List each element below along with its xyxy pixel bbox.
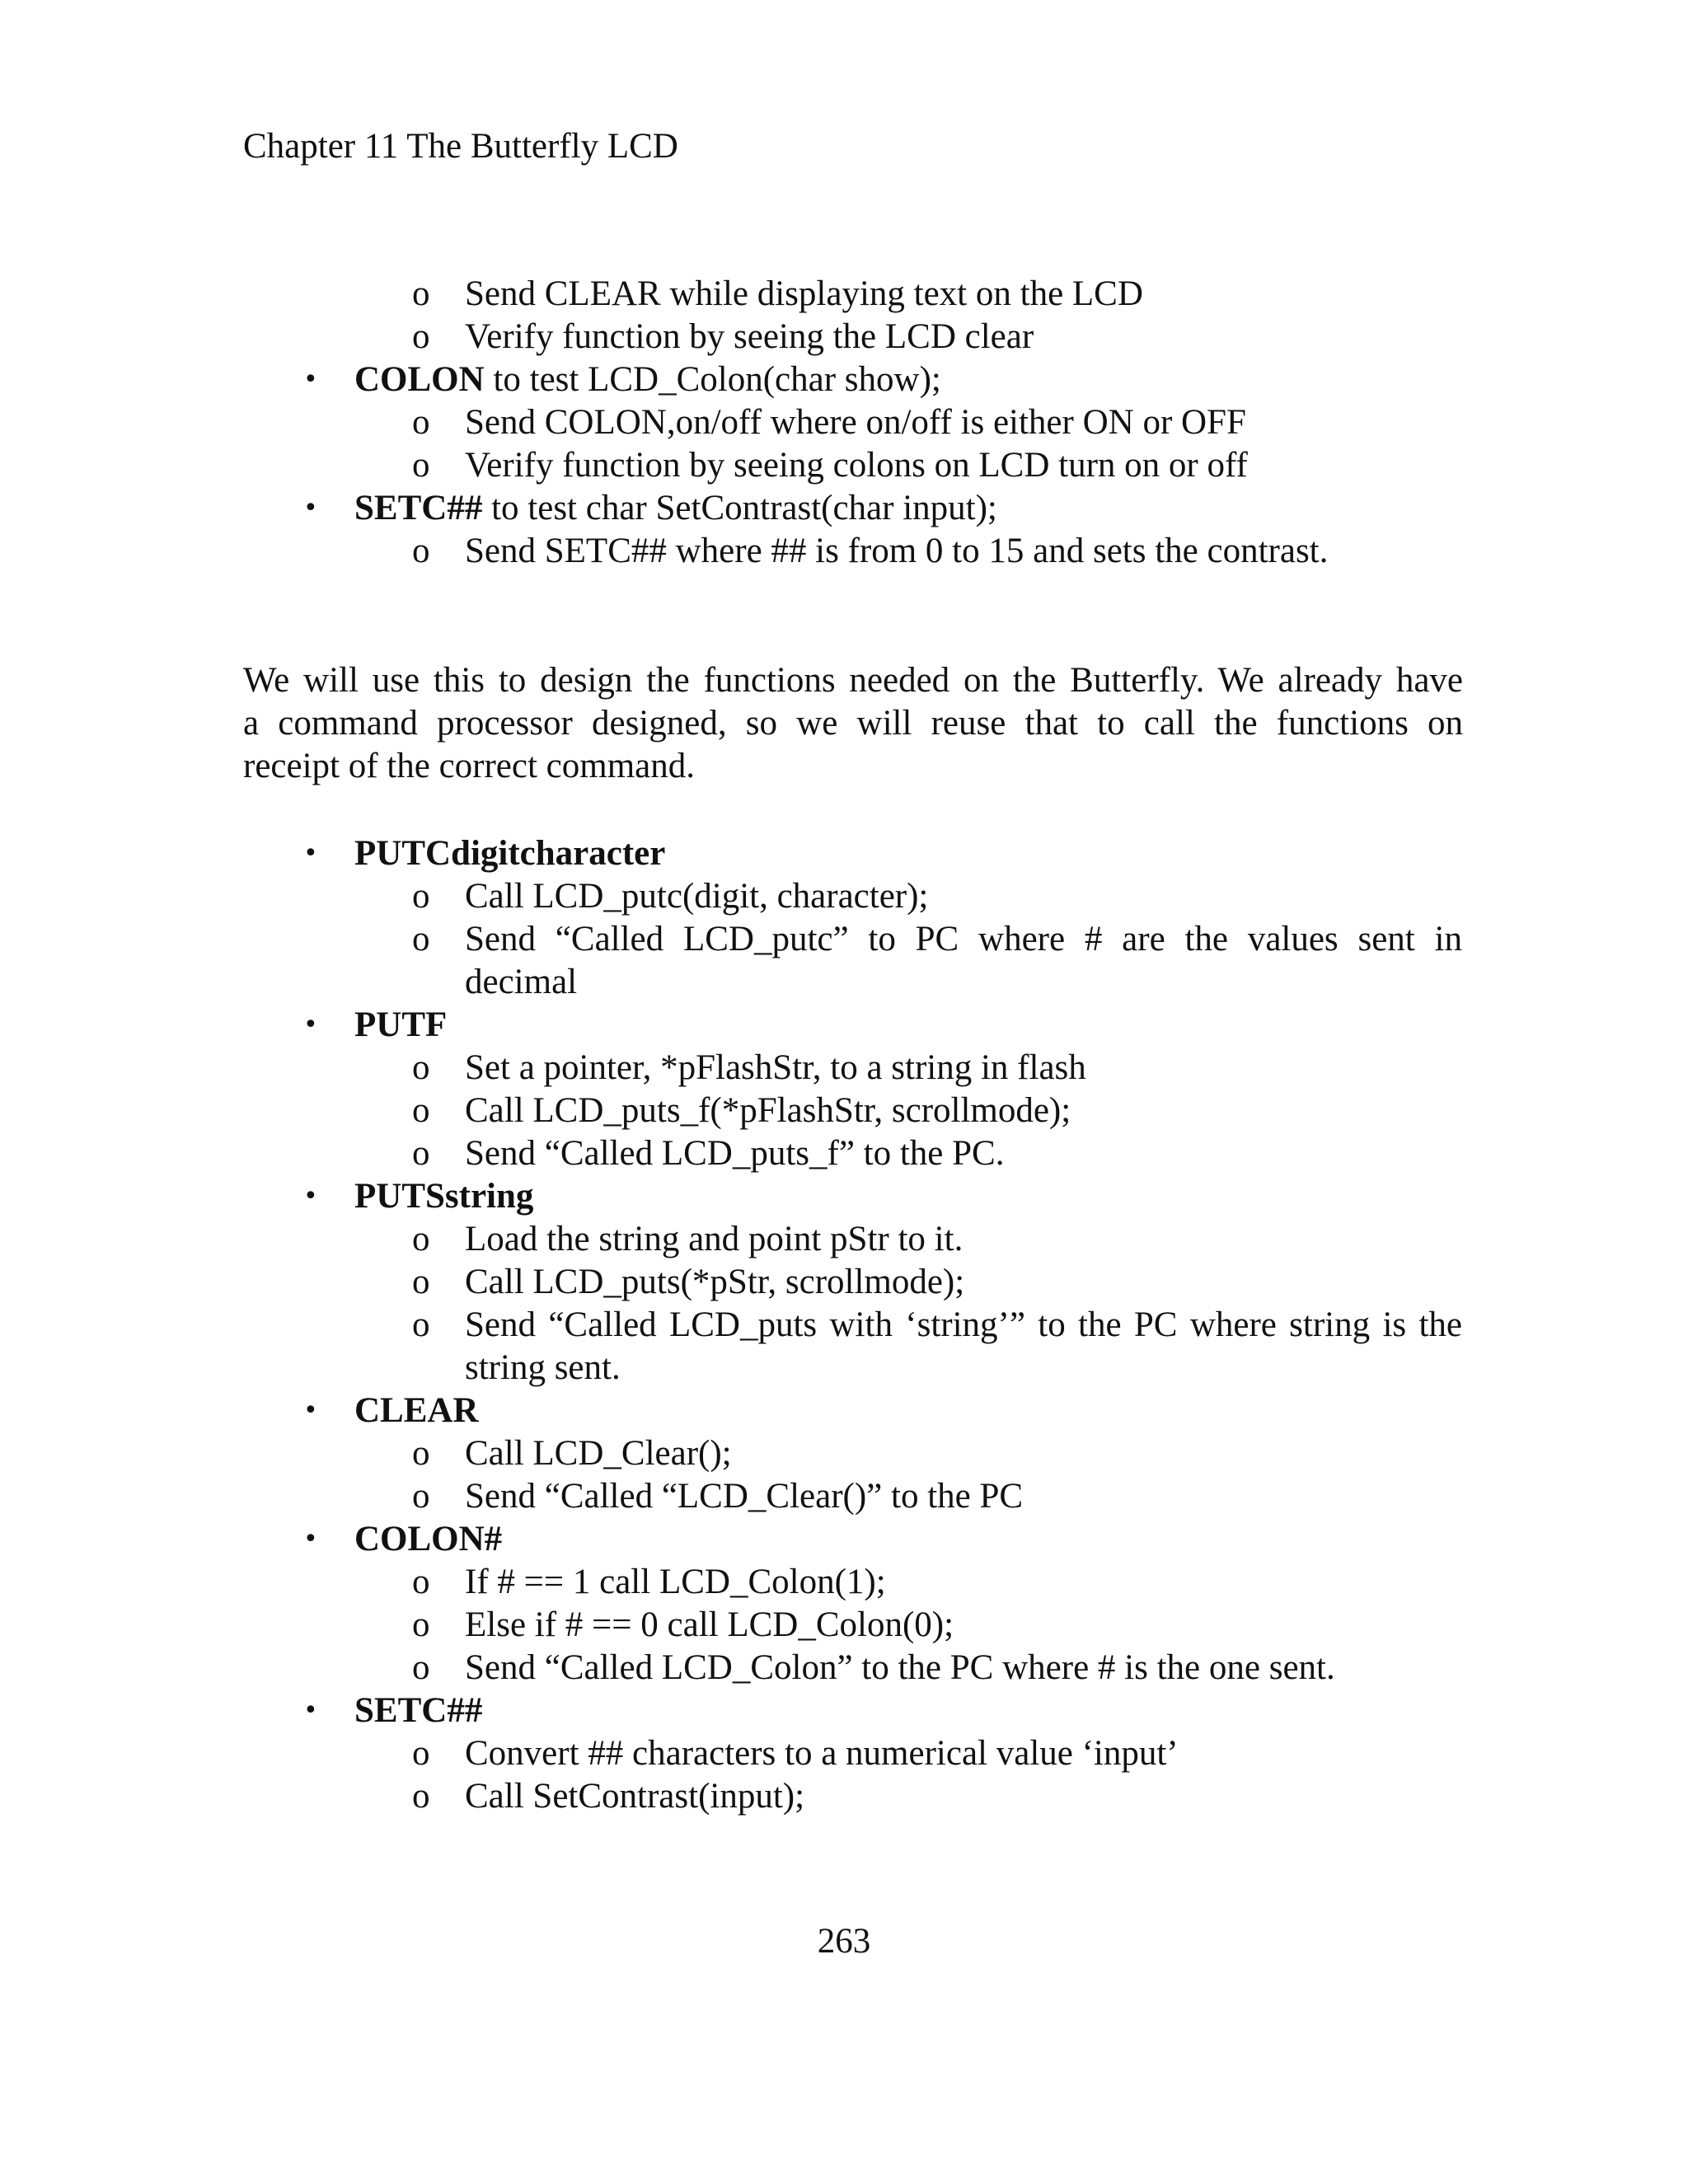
bullet-item-text bbox=[354, 1690, 482, 1732]
circle-bullet-icon: o bbox=[412, 1648, 430, 1687]
command-keyword: CLEAR bbox=[354, 1391, 479, 1430]
command-description: to test char SetContrast(char input); bbox=[482, 489, 997, 527]
sub-item-continuation bbox=[0, 1347, 1688, 1390]
circle-bullet-icon: o bbox=[412, 403, 430, 442]
circle-bullet-icon: o bbox=[412, 1263, 430, 1301]
bullet-item-text bbox=[354, 359, 941, 401]
page-number: 263 bbox=[817, 1922, 871, 1961]
sub-item-text: Send CLEAR while displaying text on the LCD bbox=[465, 274, 1143, 313]
circle-bullet-icon: o bbox=[412, 1134, 430, 1173]
bullet-icon: • bbox=[303, 839, 318, 868]
sub-item-continuation bbox=[0, 961, 1688, 1004]
bullet-icon: • bbox=[303, 1182, 318, 1211]
command-keyword: SETC## bbox=[354, 489, 483, 527]
function-design-list bbox=[0, 832, 1688, 1818]
bullet-item-text bbox=[354, 1390, 479, 1432]
sub-item bbox=[0, 1261, 1688, 1304]
sub-item bbox=[0, 1090, 1688, 1132]
sub-item-text: string sent. bbox=[465, 1348, 621, 1387]
bullet-icon: • bbox=[303, 1396, 318, 1425]
sub-item bbox=[0, 875, 1688, 918]
sub-item bbox=[0, 273, 1688, 316]
command-keyword: PUTSstring bbox=[354, 1177, 534, 1216]
body-paragraph bbox=[243, 659, 1463, 788]
circle-bullet-icon: o bbox=[412, 446, 430, 485]
bullet-item bbox=[0, 1518, 1688, 1561]
command-keyword: PUTF bbox=[354, 1005, 448, 1044]
sub-item bbox=[0, 1604, 1688, 1647]
bullet-item bbox=[0, 1690, 1688, 1732]
bullet-icon: • bbox=[303, 1010, 318, 1039]
bullet-item bbox=[0, 359, 1688, 401]
sub-item-text: Call LCD_Clear(); bbox=[465, 1434, 732, 1473]
circle-bullet-icon: o bbox=[412, 1091, 430, 1130]
bullet-item-text bbox=[354, 1004, 447, 1047]
sub-item-text: Send “Called LCD_Colon” to the PC where # is the one sent. bbox=[465, 1648, 1335, 1687]
sub-item bbox=[0, 316, 1688, 359]
sub-item bbox=[0, 1432, 1688, 1475]
sub-item bbox=[0, 1647, 1688, 1690]
sub-item bbox=[0, 530, 1688, 573]
bullet-icon: • bbox=[303, 365, 318, 394]
bullet-item-text bbox=[354, 1518, 502, 1561]
circle-bullet-icon: o bbox=[412, 1477, 430, 1516]
circle-bullet-icon: o bbox=[412, 1220, 430, 1258]
test-command-list bbox=[0, 273, 1688, 573]
command-description: to test LCD_Colon(char show); bbox=[484, 360, 941, 399]
bullet-item-text bbox=[354, 832, 665, 875]
sub-item-text: Else if # == 0 call LCD_Colon(0); bbox=[465, 1605, 954, 1644]
circle-bullet-icon: o bbox=[412, 1434, 430, 1473]
sub-item-text: If # == 1 call LCD_Colon(1); bbox=[465, 1563, 886, 1601]
sub-item bbox=[0, 1304, 1688, 1347]
circle-bullet-icon: o bbox=[412, 920, 430, 958]
sub-item-text: Call LCD_puts(*pStr, scrollmode); bbox=[465, 1263, 965, 1301]
sub-item-text: Send “Called LCD_putc” to PC where # are the values sent in bbox=[465, 920, 1462, 958]
circle-bullet-icon: o bbox=[412, 1563, 430, 1601]
sub-item-text: Set a pointer, *pFlashStr, to a string in flash bbox=[465, 1048, 1086, 1087]
sub-item bbox=[0, 1475, 1688, 1518]
sub-item-text: Send “Called “LCD_Clear()” to the PC bbox=[465, 1477, 1024, 1516]
bullet-icon: • bbox=[303, 494, 318, 523]
circle-bullet-icon: o bbox=[412, 274, 430, 313]
sub-item bbox=[0, 401, 1688, 444]
bullet-item-text bbox=[354, 487, 997, 530]
sub-item bbox=[0, 918, 1688, 961]
sub-item-text: Convert ## characters to a numerical value ‘input’ bbox=[465, 1734, 1179, 1773]
bullet-item bbox=[0, 1004, 1688, 1047]
bullet-item bbox=[0, 1390, 1688, 1432]
sub-item bbox=[0, 444, 1688, 487]
sub-item-text: Verify function by seeing colons on LCD turn on or off bbox=[465, 446, 1248, 485]
sub-item bbox=[0, 1775, 1688, 1818]
sub-item-text: Send SETC## where ## is from 0 to 15 and sets the contrast. bbox=[465, 532, 1329, 570]
sub-item bbox=[0, 1561, 1688, 1604]
sub-item-text: Send COLON,on/off where on/off is either ON or OFF bbox=[465, 403, 1246, 442]
sub-item bbox=[0, 1047, 1688, 1090]
sub-item-text: Call SetContrast(input); bbox=[465, 1777, 805, 1816]
sub-item-text: Call LCD_puts_f(*pFlashStr, scrollmode); bbox=[465, 1091, 1071, 1130]
circle-bullet-icon: o bbox=[412, 1734, 430, 1773]
sub-item-text: Call LCD_putc(digit, character); bbox=[465, 877, 929, 916]
circle-bullet-icon: o bbox=[412, 1305, 430, 1344]
bullet-item bbox=[0, 1175, 1688, 1218]
sub-item bbox=[0, 1132, 1688, 1175]
bullet-icon: • bbox=[303, 1525, 318, 1554]
paragraph-line: We will use this to design the functions needed on the Butterfly. We already have bbox=[243, 661, 1463, 700]
sub-item bbox=[0, 1218, 1688, 1261]
bullet-icon: • bbox=[303, 1696, 318, 1725]
sub-item-text: Load the string and point pStr to it. bbox=[465, 1220, 964, 1258]
sub-item bbox=[0, 1732, 1688, 1775]
page-header: Chapter 11 The Butterfly LCD bbox=[243, 127, 678, 166]
bullet-item bbox=[0, 832, 1688, 875]
command-keyword: PUTCdigitcharacter bbox=[354, 834, 666, 873]
sub-item-text: Send “Called LCD_puts with ‘string’” to the PC where string is the bbox=[465, 1305, 1462, 1344]
circle-bullet-icon: o bbox=[412, 877, 430, 916]
paragraph-line: a command processor designed, so we will reuse that to call the functions on bbox=[243, 704, 1463, 743]
circle-bullet-icon: o bbox=[412, 1048, 430, 1087]
circle-bullet-icon: o bbox=[412, 1777, 430, 1816]
sub-item-text: decimal bbox=[465, 963, 578, 1001]
bullet-item bbox=[0, 487, 1688, 530]
circle-bullet-icon: o bbox=[412, 1605, 430, 1644]
circle-bullet-icon: o bbox=[412, 317, 430, 356]
command-keyword: SETC## bbox=[354, 1691, 483, 1730]
command-keyword: COLON bbox=[354, 360, 485, 399]
paragraph-line: receipt of the correct command. bbox=[243, 747, 695, 785]
command-keyword: COLON# bbox=[354, 1520, 503, 1558]
bullet-item-text bbox=[354, 1175, 533, 1218]
circle-bullet-icon: o bbox=[412, 532, 430, 570]
sub-item-text: Send “Called LCD_puts_f” to the PC. bbox=[465, 1134, 1005, 1173]
sub-item-text: Verify function by seeing the LCD clear bbox=[465, 317, 1034, 356]
